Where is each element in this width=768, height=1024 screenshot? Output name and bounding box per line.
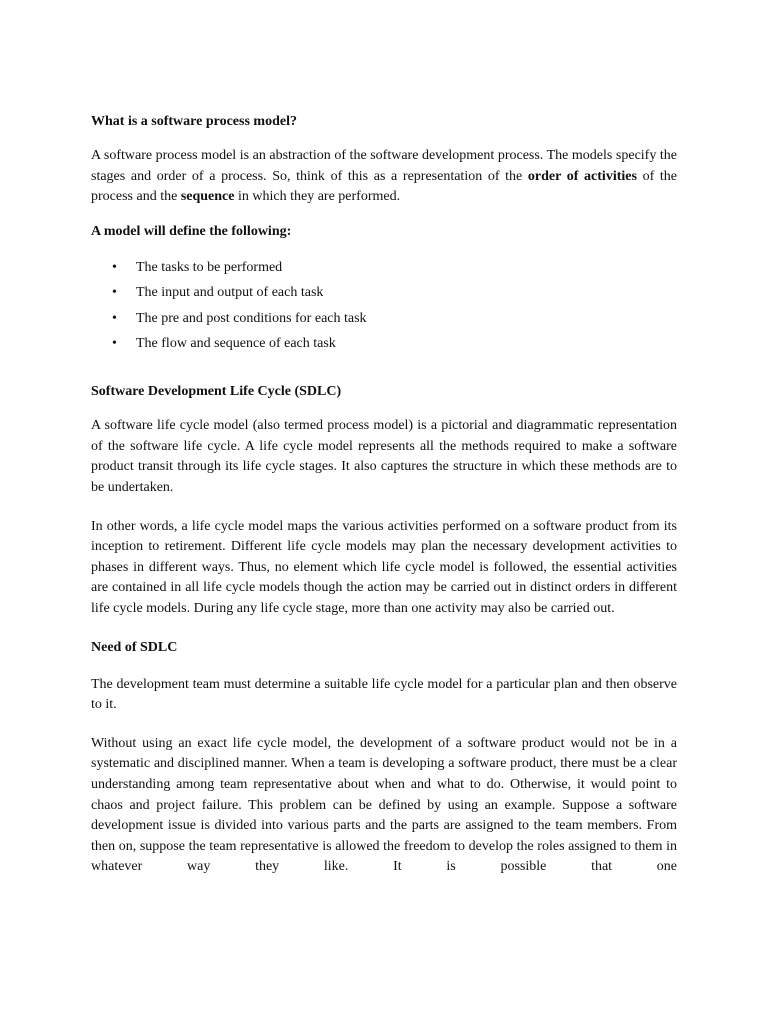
- bullet-icon: •: [112, 336, 117, 352]
- bullet-icon: •: [112, 259, 117, 275]
- paragraph-text: A software process model is an abstraction of the software development process. The models specify the stages and order of a process. So, think of this as a representation of the: [91, 148, 677, 184]
- bold-order-of-activities: order of activities: [527, 168, 637, 184]
- list-item-text: The input and output of each task: [136, 285, 324, 301]
- paragraph-text: of the process and the: [91, 168, 677, 205]
- heading-model-defines: A model will define the following:: [91, 223, 292, 239]
- bold-sequence: sequence: [180, 189, 235, 205]
- paragraph-life-cycle-model: A software life cycle model (also termed process model) is a pictorial and diagrammatic representation of the software life cycle. A life cycle model represents all the methods required to make a software product transit through its life cycle stages. It also captures the structure in which these methods are to be undertaken.: [91, 418, 677, 496]
- paragraph-text: in which they are performed.: [234, 189, 401, 205]
- list-item: [91, 258, 677, 278]
- paragraph-without-life-cycle: Without using an exact life cycle model, the development of a software product would not be in a systematic and disciplined manner. When a team is developing a software product, there must be a clear understanding among team representative about when and what to do. Otherwise, it would point to chaos and project failure. This problem can be defined by using an example. Suppose a software development issue is divided into various parts and the parts are assigned to the team members. From then on, suppose the team representative is allowed the freedom to develop the roles assigned to them in whatever way they like. It is possible that one: [91, 735, 677, 875]
- bullet-list: [91, 258, 677, 355]
- paragraph-other-words: In other words, a life cycle model maps the various activities performed on a software product from its inception to retirement. Different life cycle models may plan the necessary development activities to phases in different ways. Thus, no element which life cycle model is followed, the essential activities are contained in all life cycle models though the action may be carried out in distinct orders in different life cycle models. During any life cycle stage, more than one activity may also be carried out.: [91, 518, 677, 617]
- list-item-text: The pre and post conditions for each task: [136, 310, 367, 326]
- paragraph-process-model-definition: [91, 146, 677, 208]
- bullet-icon: •: [112, 285, 117, 301]
- heading-sdlc: Software Development Life Cycle (SDLC): [91, 384, 342, 400]
- heading-software-process-model: What is a software process model?: [91, 114, 297, 129]
- document-page: [91, 112, 677, 878]
- list-item: [91, 334, 677, 354]
- heading-need-of-sdlc: Need of SDLC: [91, 639, 178, 655]
- list-item-text: The tasks to be performed: [136, 259, 283, 275]
- paragraph-development-team: The development team must determine a suitable life cycle model for a particular plan and then observe to it.: [91, 676, 677, 713]
- bullet-icon: •: [112, 310, 117, 326]
- list-item: [91, 309, 677, 329]
- list-item-text: The flow and sequence of each task: [136, 336, 336, 352]
- list-item: [91, 283, 677, 303]
